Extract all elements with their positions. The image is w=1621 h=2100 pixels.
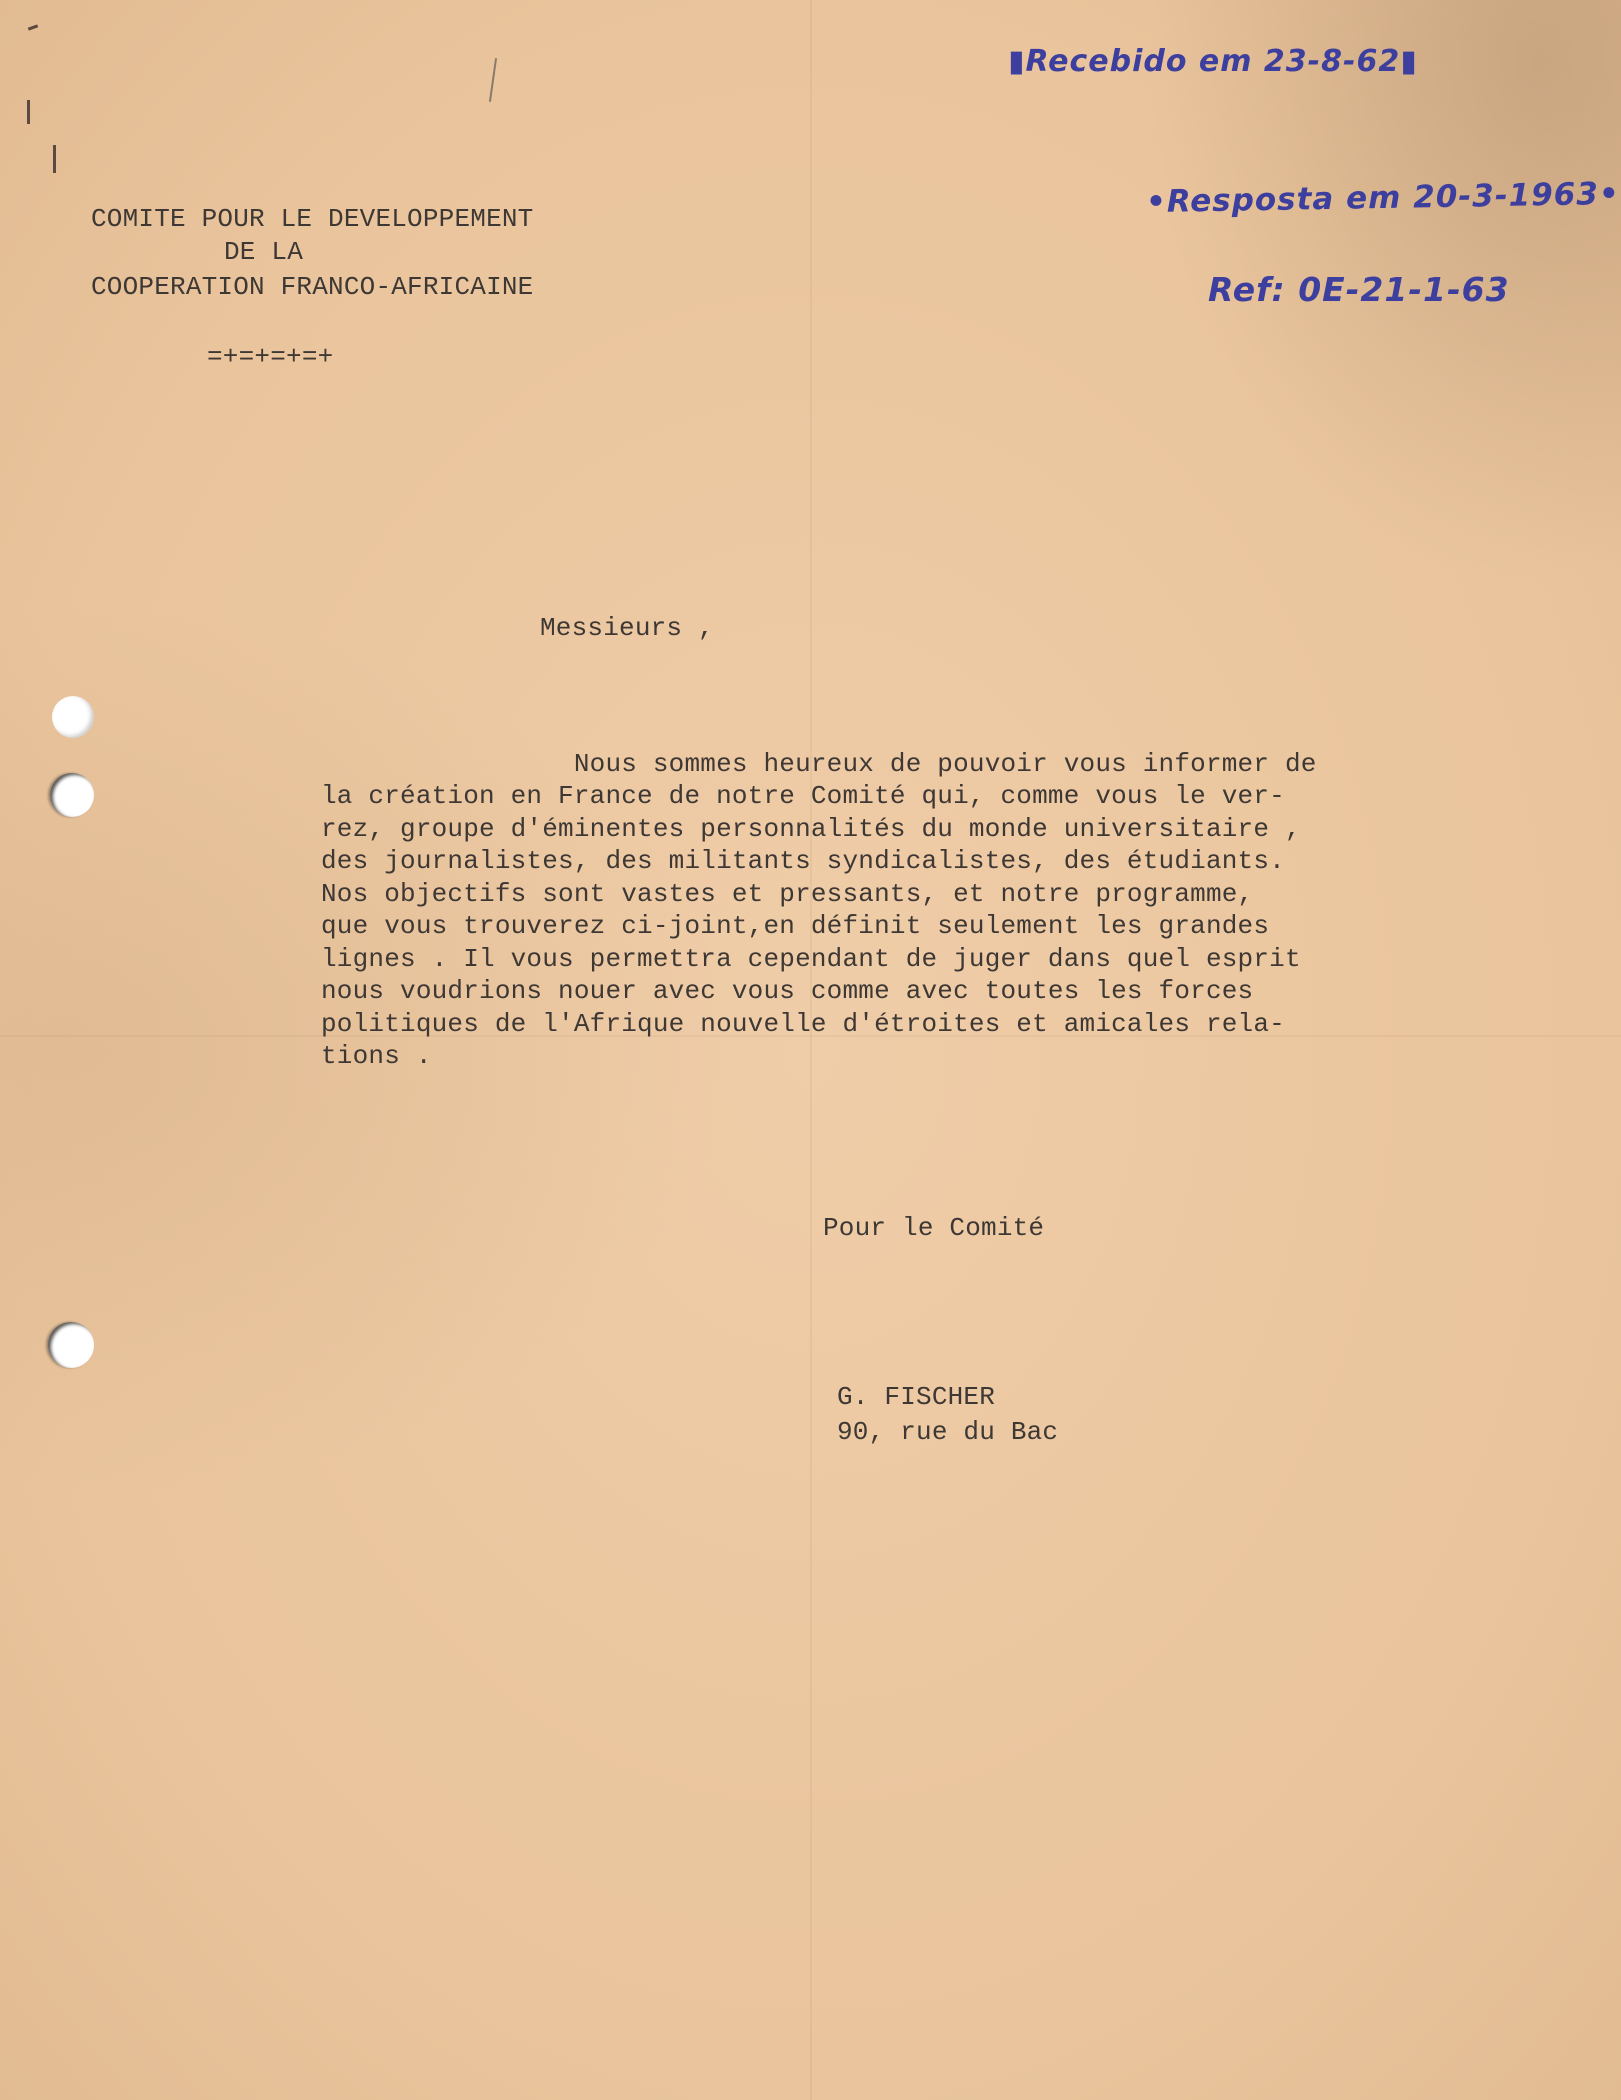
letterhead-ornament: =+=+=+=+ (207, 342, 334, 372)
letterhead-line-3: COOPERATION FRANCO-AFRICAINE (91, 272, 534, 302)
punch-hole (50, 773, 94, 817)
edge-mark (53, 145, 56, 173)
edge-mark (28, 24, 38, 30)
body-line: la création en France de notre Comité qui, comme vous le ver- (321, 781, 1285, 811)
closing: Pour le Comité (823, 1213, 1045, 1243)
punch-hole (52, 696, 94, 738)
paper-fold-vertical (810, 0, 812, 2100)
salutation: Messieurs , (540, 613, 714, 643)
body-line: tions . (321, 1041, 432, 1071)
signature-name: G. FISCHER (837, 1382, 996, 1412)
signature-address: 90, rue du Bac (837, 1417, 1059, 1447)
punch-hole (48, 1322, 94, 1368)
reference-annotation: Ref: 0E-21-1-63 (1208, 270, 1510, 309)
body-line: Nos objectifs sont vastes et pressants, et notre programme, (321, 879, 1254, 909)
body-line: nous voudrions nouer avec vous comme avec toutes les forces (321, 976, 1254, 1006)
body-line: des journalistes, des militants syndicalistes, des étudiants. (321, 846, 1285, 876)
letterhead-line-1: COMITE POUR LE DEVELOPPEMENT (91, 204, 534, 234)
body-line: Nous sommes heureux de pouvoir vous informer de (321, 749, 1317, 779)
answered-date-annotation: •Resposta em 20-3-1963• (1145, 175, 1621, 221)
edge-mark (27, 100, 30, 124)
body-line: rez, groupe d'éminentes personnalités du monde universitaire , (321, 814, 1301, 844)
body-line: politiques de l'Afrique nouvelle d'étroites et amicales rela- (321, 1009, 1285, 1039)
body-line: lignes . Il vous permettra cependant de juger dans quel esprit (321, 944, 1301, 974)
edge-mark (489, 58, 497, 102)
received-date-annotation: ▮Recebido em 23-8-62▮ (1008, 44, 1418, 79)
letterhead-line-2: DE LA (224, 237, 304, 267)
body-line: que vous trouverez ci-joint,en définit seulement les grandes (321, 911, 1270, 941)
